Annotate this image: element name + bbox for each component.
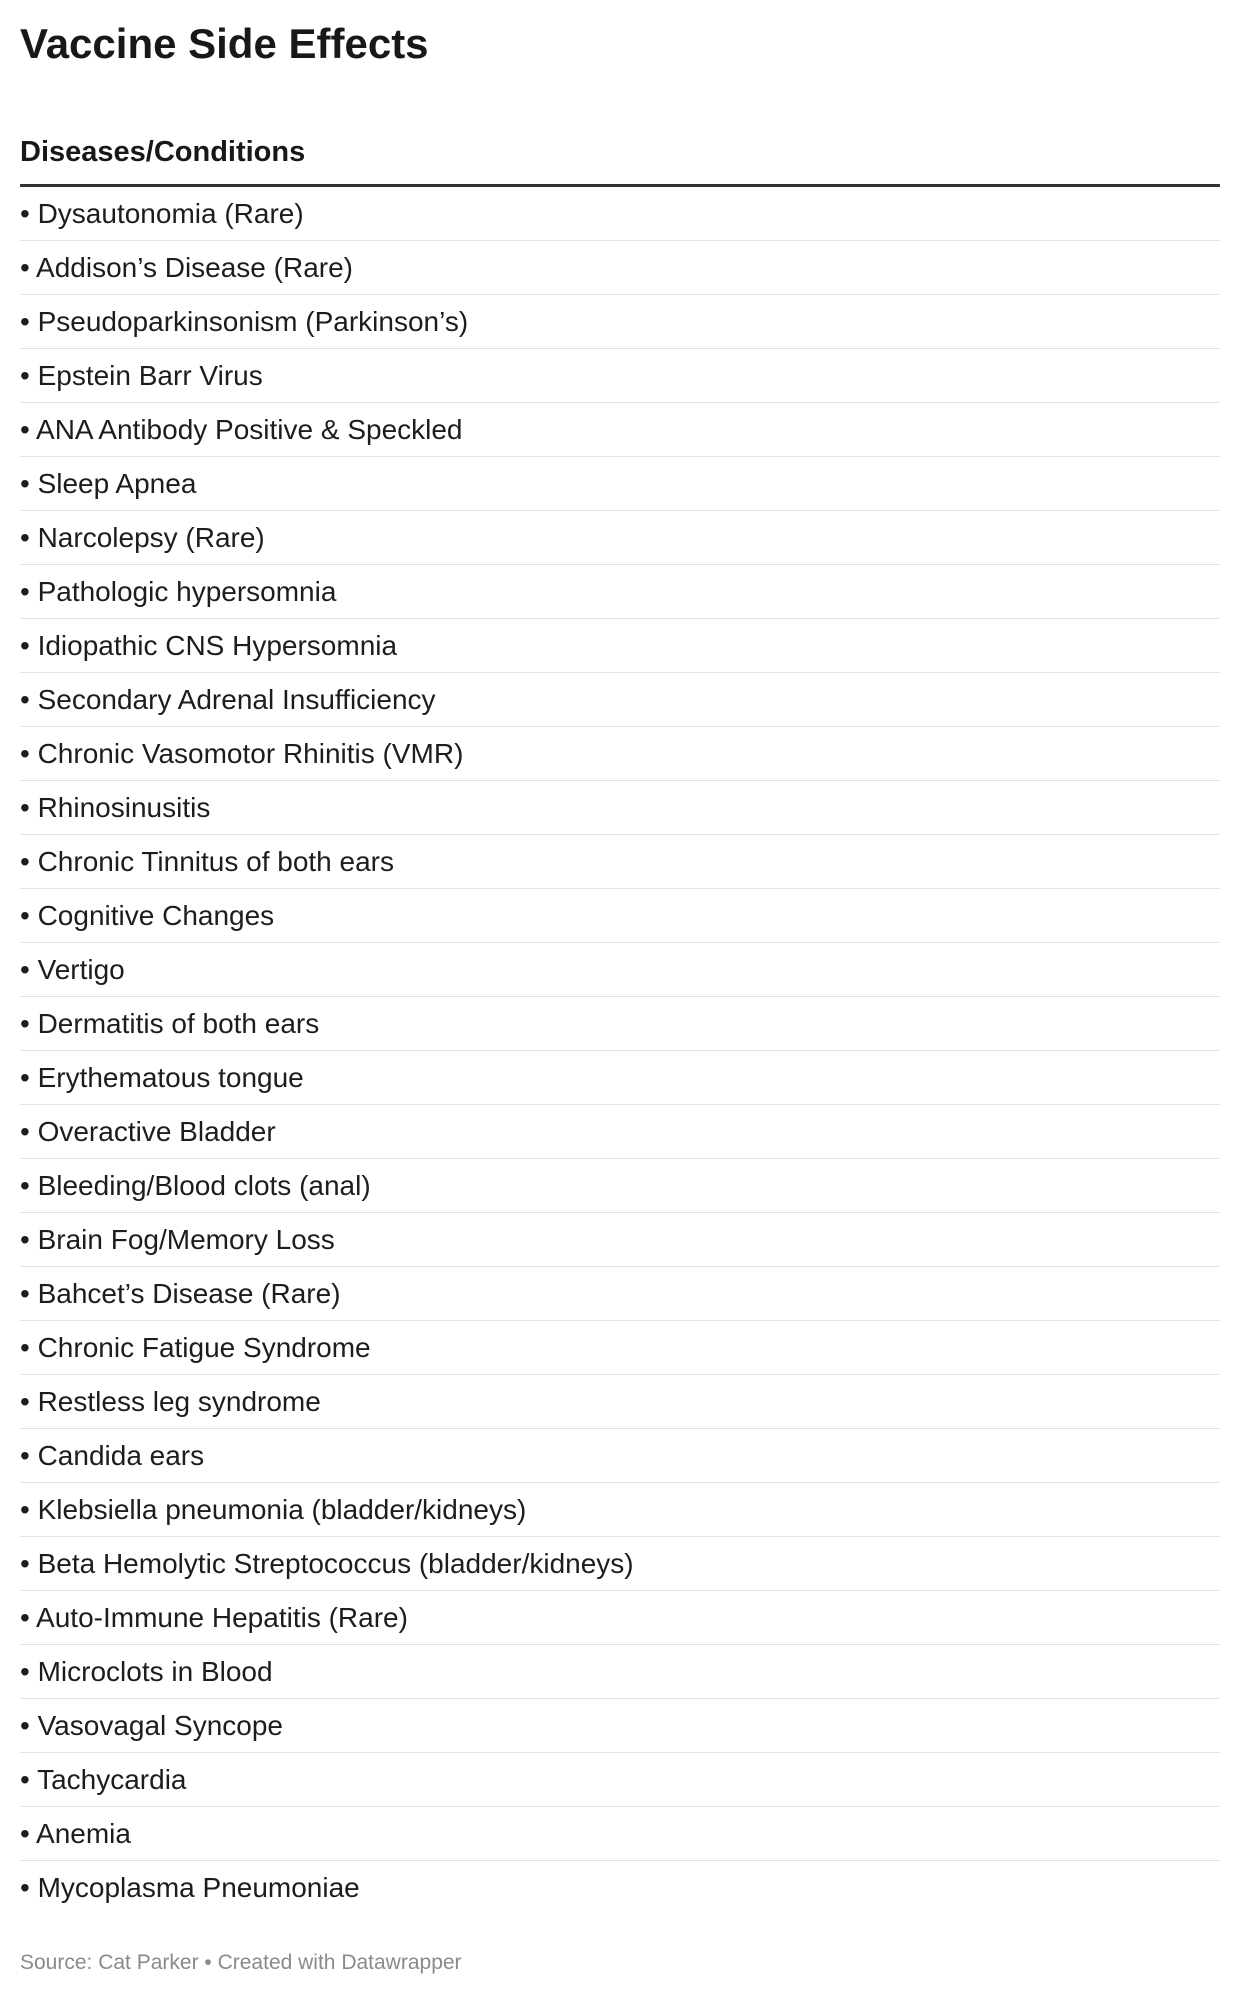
table-row: • Idiopathic CNS Hypersomnia <box>20 619 1220 673</box>
table-row: • Mycoplasma Pneumoniae <box>20 1872 360 1903</box>
table-row: • Epstein Barr Virus <box>20 349 1220 403</box>
table-row: • Bleeding/Blood clots (anal) <box>20 1159 1220 1213</box>
table-row: • Beta Hemolytic Streptococcus (bladder/kidneys) <box>20 1537 1220 1591</box>
table-row: • Narcolepsy (Rare) <box>20 511 1220 565</box>
table-row: • Sleep Apnea <box>20 457 1220 511</box>
table-row: • Auto-Immune Hepatitis (Rare) <box>20 1591 1220 1645</box>
table-row: • Tachycardia <box>20 1753 1220 1807</box>
table-row: • Overactive Bladder <box>20 1105 1220 1159</box>
table-row: • Microclots in Blood <box>20 1645 1220 1699</box>
table-row: • Pseudoparkinsonism (Parkinson’s) <box>20 295 1220 349</box>
column-header-diseases-conditions: Diseases/Conditions <box>20 134 1220 187</box>
table-row: • Bahcet’s Disease (Rare) <box>20 1267 1220 1321</box>
table-row: • Secondary Adrenal Insufficiency <box>20 673 1220 727</box>
table-row: • Vertigo <box>20 943 1220 997</box>
table-row: • Chronic Tinnitus of both ears <box>20 835 1220 889</box>
table-row: • Dysautonomia (Rare) <box>20 187 1220 241</box>
table-row: • Vasovagal Syncope <box>20 1699 1220 1753</box>
table-row: • Dermatitis of both ears <box>20 997 1220 1051</box>
conditions-table <box>20 134 1220 1914</box>
table-row: • Restless leg syndrome <box>20 1375 1220 1429</box>
table-row: • Rhinosinusitis <box>20 781 1220 835</box>
table-row: • Pathologic hypersomnia <box>20 565 1220 619</box>
table-row: • Chronic Fatigue Syndrome <box>20 1321 1220 1375</box>
table-row: • Erythematous tongue <box>20 1051 1220 1105</box>
table-row: • Candida ears <box>20 1429 1220 1483</box>
source-footer: Source: Cat Parker • Created with Datawrapper <box>20 1951 462 1974</box>
table-row: • Brain Fog/Memory Loss <box>20 1213 1220 1267</box>
table-row: • Cognitive Changes <box>20 889 1220 943</box>
table-row: • Chronic Vasomotor Rhinitis (VMR) <box>20 727 1220 781</box>
table-row: • Anemia <box>20 1807 1220 1861</box>
table-body <box>20 187 1220 1914</box>
table-row: • Klebsiella pneumonia (bladder/kidneys) <box>20 1483 1220 1537</box>
table-row: • ANA Antibody Positive & Speckled <box>20 403 1220 457</box>
table-row: • Addison’s Disease (Rare) <box>20 241 1220 295</box>
chart-title: Vaccine Side Effects <box>20 20 429 67</box>
